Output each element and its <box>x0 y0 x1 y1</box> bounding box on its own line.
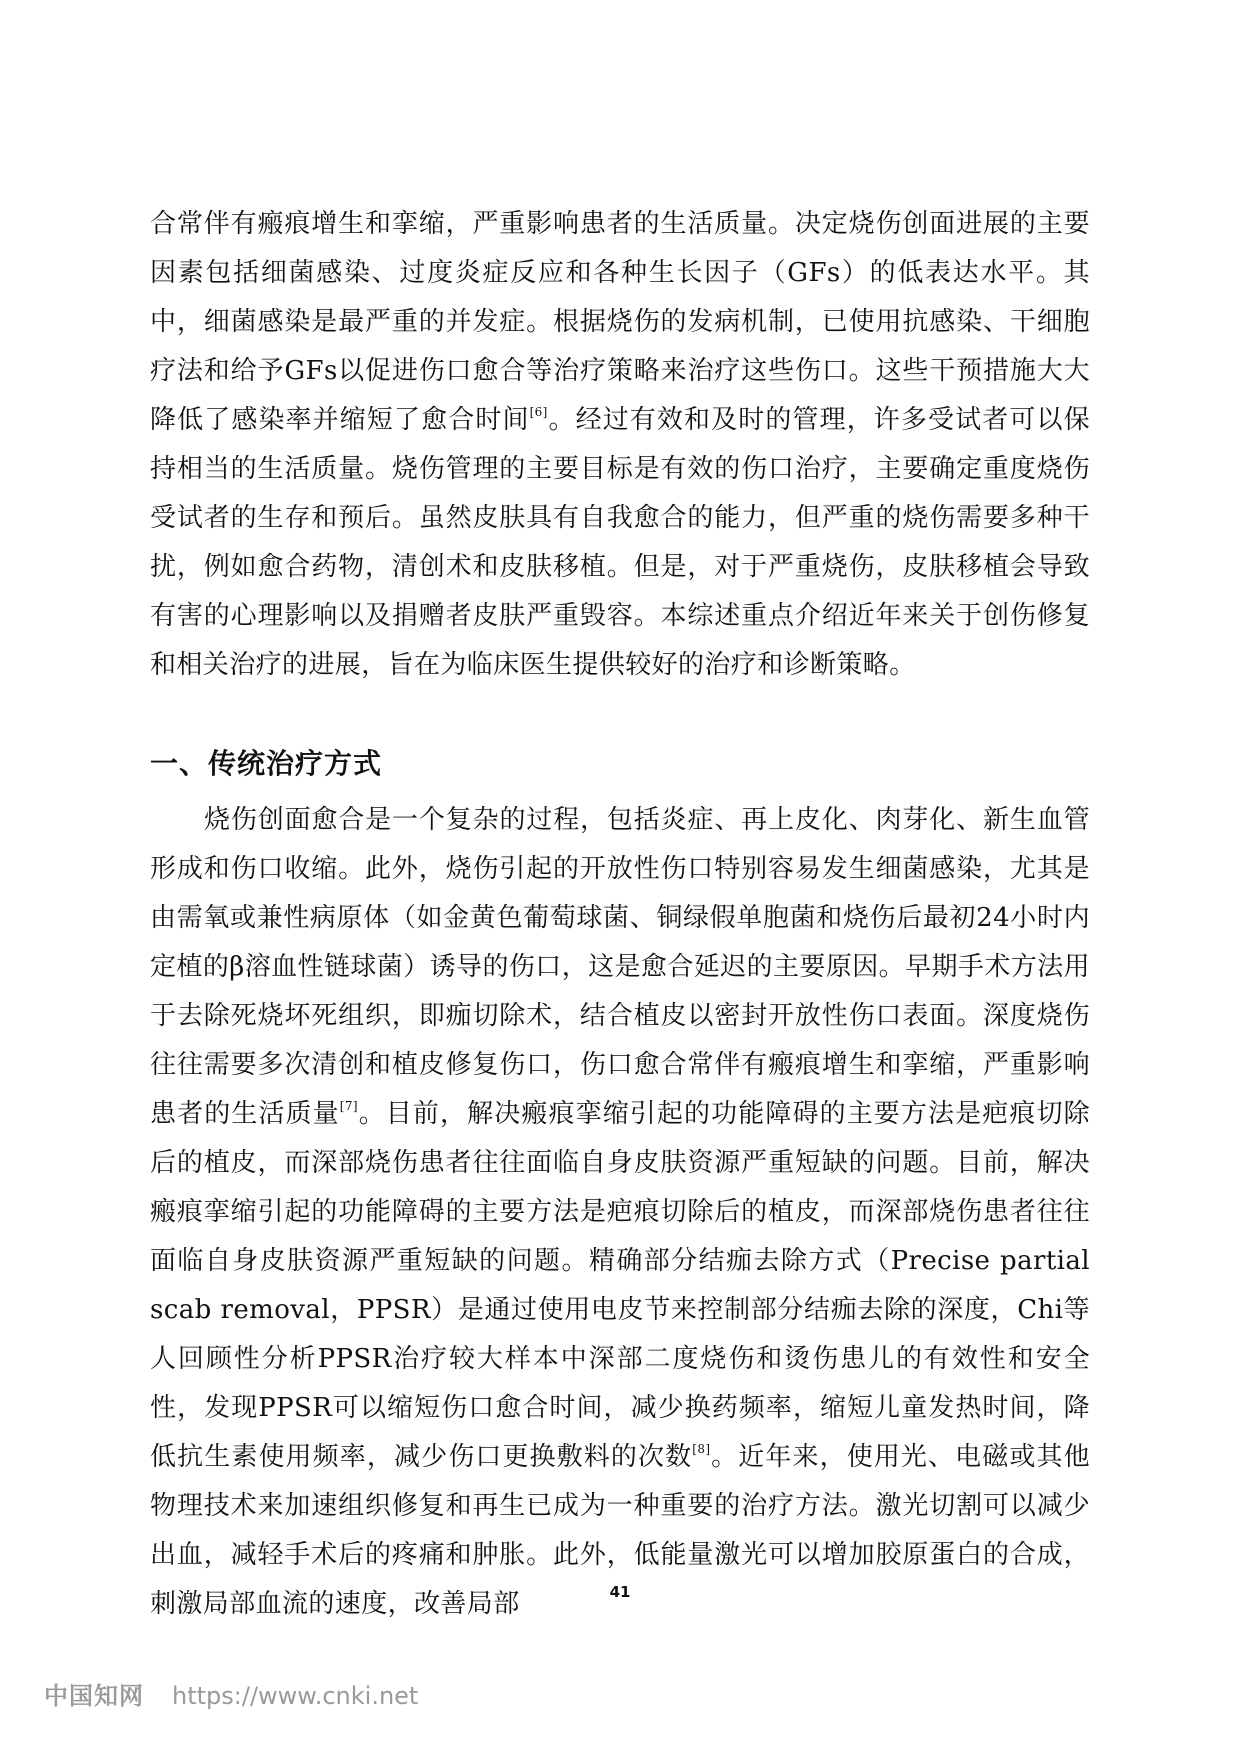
citation-ref[interactable]: [7] <box>339 1099 358 1113</box>
paragraph-text-segment: 。近年来，使用光、电磁或其他物理技术来加速组织修复和再生已成为一种重要的治疗方法。激光切割可以减少出血，减轻手术后的疼痛和肿胀。此外，低能量激光可以增加胶原蛋白的合成，刺激局部血流的速度，改善局部 <box>150 1442 1090 1619</box>
paragraph-text-segment: 烧伤创面愈合是一个复杂的过程，包括炎症、再上皮化、肉芽化、新生血管形成和伤口收缩。此外，烧伤引起的开放性伤口特别容易发生细菌感染，尤其是由需氧或兼性病原体（如金黄色葡萄球菌、铜绿假单胞菌和烧伤后最初24小时内定植的β溶血性链球菌）诱导的伤口，这是愈合延迟的主要原因。早期手术方法用于去除死烧坏死组织，即痂切除术，结合植皮以密封开放性伤口表面。深度烧伤往往需要多次清创和植皮修复伤口，伤口愈合常伴有瘢痕增生和挛缩，严重影响患者的生活质量 <box>150 805 1090 1129</box>
body-paragraph-2 <box>150 796 1090 1629</box>
cnki-watermark <box>44 1676 418 1711</box>
paragraph-text <box>150 200 1090 690</box>
paragraph-text <box>150 796 1090 1629</box>
section-heading: 一、传统治疗方式 <box>150 747 383 780</box>
body-paragraph-1 <box>150 200 1090 690</box>
citation-ref[interactable]: [6] <box>529 405 548 419</box>
paragraph-text-segment: 。目前，解决瘢痕挛缩引起的功能障碍的主要方法是疤痕切除后的植皮，而深部烧伤患者往往面临自身皮肤资源严重短缺的问题。目前，解决瘢痕挛缩引起的功能障碍的主要方法是疤痕切除后的植皮，而深部烧伤患者往往面临自身皮肤资源严重短缺的问题。精确部分结痂去除方式（Precise partial scab removal，PPSR）是通过使用电皮节来控制部分结痂去除的深度，Chi等人回顾性分析PPSR治疗较大样本中深部二度烧伤和烫伤患儿的有效性和安全性，发现PPSR可以缩短伤口愈合时间，减少换药频率，缩短儿童发热时间，降低抗生素使用频率，减少伤口更换敷料的次数 <box>150 1099 1090 1472</box>
watermark-url[interactable]: https://www.cnki.net <box>172 1682 419 1710</box>
paragraph-text-segment: 合常伴有瘢痕增生和挛缩，严重影响患者的生活质量。决定烧伤创面进展的主要因素包括细菌感染、过度炎症反应和各种生长因子（GFs）的低表达水平。其中，细菌感染是最严重的并发症。根据烧伤的发病机制，已使用抗感染、干细胞疗法和给予GFs以促进伤口愈合等治疗策略来治疗这些伤口。这些干预措施大大降低了感染率并缩短了愈合时间 <box>150 209 1090 435</box>
paragraph-text-segment: 。经过有效和及时的管理，许多受试者可以保持相当的生活质量。烧伤管理的主要目标是有效的伤口治疗，主要确定重度烧伤受试者的生存和预后。虽然皮肤具有自我愈合的能力，但严重的烧伤需要多种干扰，例如愈合药物，清创术和皮肤移植。但是，对于严重烧伤，皮肤移植会导致有害的心理影响以及捐赠者皮肤严重毁容。本综述重点介绍近年来关于创伤修复和相关治疗的进展，旨在为临床医生提供较好的治疗和诊断策略。 <box>150 405 1090 680</box>
citation-ref[interactable]: [8] <box>692 1442 711 1456</box>
cnki-logo-text: 中国知网 <box>44 1682 144 1710</box>
page-number: 41 <box>609 1583 631 1601</box>
